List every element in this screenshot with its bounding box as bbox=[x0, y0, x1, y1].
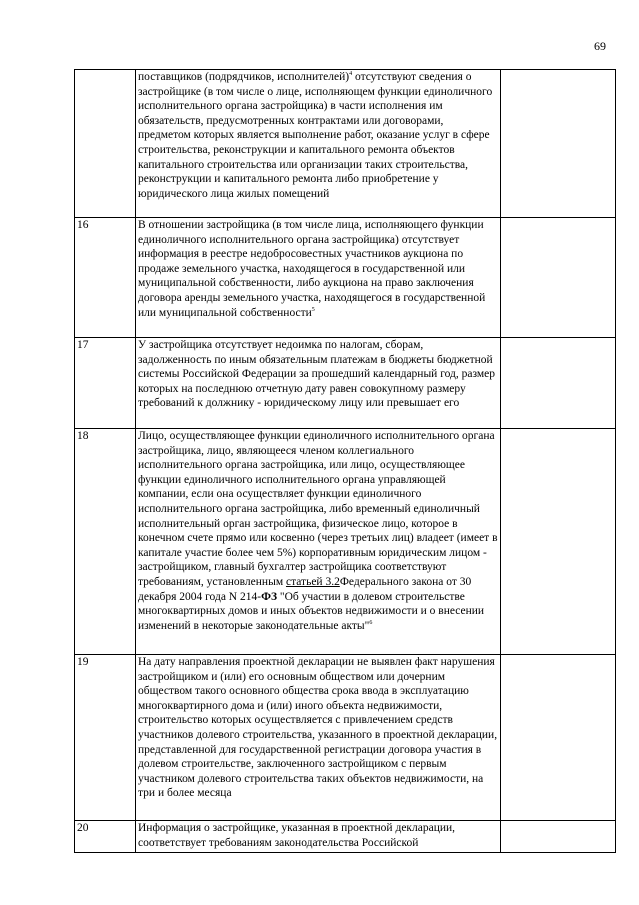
row-text-part: В отношении застройщика (в том числе лица, исполняющего функции единоличного исполнительного органа застройщика) отсутствует информация в реестре недобросовестных участников аукциона по продаже земельного участка, находящегося в государственной или муниципальной собственности, либо аукциона на право заключения договора аренды земельного участка, находящегося в государственной или муниципальной собственности bbox=[138, 219, 486, 319]
row-number: 20 bbox=[75, 821, 136, 853]
table-row bbox=[75, 821, 616, 853]
footnote-ref: 4 bbox=[349, 71, 353, 77]
row-value-cell bbox=[501, 429, 616, 655]
row-number: 17 bbox=[75, 338, 136, 429]
row-value-cell bbox=[501, 655, 616, 821]
row-text bbox=[136, 70, 501, 218]
row-number: 18 bbox=[75, 429, 136, 655]
table-row bbox=[75, 338, 616, 429]
row-text bbox=[136, 218, 501, 338]
row-text-part: отсутствуют сведения о застройщике (в том числе о лице, исполняющем функции единоличного исполнительного органа застройщика) в части исполнения им обязательств, предусмотренных контрактами или договорами, предметом которых является выполнение работ, оказание услуг в сфере строительства, реконструкции и капитального ремонта объектов капитального строительства или организации таких строительства, реконструкции и капитального ремонта либо приобретение у юридического лица жилых помещений bbox=[138, 71, 493, 200]
row-text: У застройщика отсутствует недоимка по налогам, сборам, задолженность по иным обязательным платежам в бюджеты бюджетной системы Российской Федерации за прошедший календарный год, размер которых на последнюю отчетную дату равен совокупному размеру требований к должнику - юридическому лицу или превышает его bbox=[136, 338, 501, 429]
row-value-cell bbox=[501, 338, 616, 429]
row-text: На дату направления проектной декларации не выявлен факт нарушения застройщиком и (или) его основным обществом или дочерним обществом такого основного общества срока ввода в эксплуатацию многоквартирного дома и (или) иного объекта недвижимости, строительство которых осуществляется с привлечением средств участников долевого строительства, указанного в проектной декларации, представленной для государственной регистрации договора участия в долевом строительстве, заключенного застройщиком с первым участником долевого строительства таких объектов недвижимости, на три и более месяца bbox=[136, 655, 501, 821]
table-row bbox=[75, 70, 616, 218]
row-value-cell bbox=[501, 218, 616, 338]
row-text-part: Лицо, осуществляющее функции единоличного исполнительного органа застройщика, лицо, являющееся членом коллегиального исполнительного органа застройщика, или лицо, осуществляющее функции единоличного исполнительного органа управляющей компании, если она осуществляет функции единоличного исполнительного органа застройщика, либо временный единоличный исполнительный орган застройщика, физическое лицо, которое в конечном счете прямо или косвенно (через третьих лиц) владеет (имеет в капитале участие более чем 5%) корпоративным юридическим лицом - застройщиком, главный бухгалтер застройщика соответствуют требованиям, установленным bbox=[138, 430, 498, 588]
table-row bbox=[75, 218, 616, 338]
table-row bbox=[75, 429, 616, 655]
row-number bbox=[75, 70, 136, 218]
row-number: 19 bbox=[75, 655, 136, 821]
page-number: 69 bbox=[594, 39, 606, 53]
row-text-part: поставщиков (подрядчиков, исполнителей) bbox=[138, 71, 350, 83]
row-text-part: Федерального закона от 30 декабря 2004 года N 214- bbox=[138, 575, 472, 603]
row-value-cell bbox=[501, 70, 616, 218]
requirements-table bbox=[74, 69, 616, 853]
row-number: 16 bbox=[75, 218, 136, 338]
table-row bbox=[75, 655, 616, 821]
law-article-link[interactable]: статьей 3.2 bbox=[285, 575, 340, 588]
law-abbrev: ФЗ bbox=[261, 590, 278, 603]
row-text: Информация о застройщике, указанная в проектной декларации, соответствует требованиям законодательства Российской bbox=[136, 821, 501, 853]
row-value-cell bbox=[501, 821, 616, 853]
footnote-ref: 6 bbox=[369, 619, 373, 626]
row-text bbox=[136, 429, 501, 655]
row-text-part: "Об участии в долевом строительстве многоквартирных домов и иных объектов недвижимости и о внесении изменений в некоторые законодательные акты" bbox=[138, 590, 485, 632]
footnote-ref: 5 bbox=[311, 306, 315, 313]
